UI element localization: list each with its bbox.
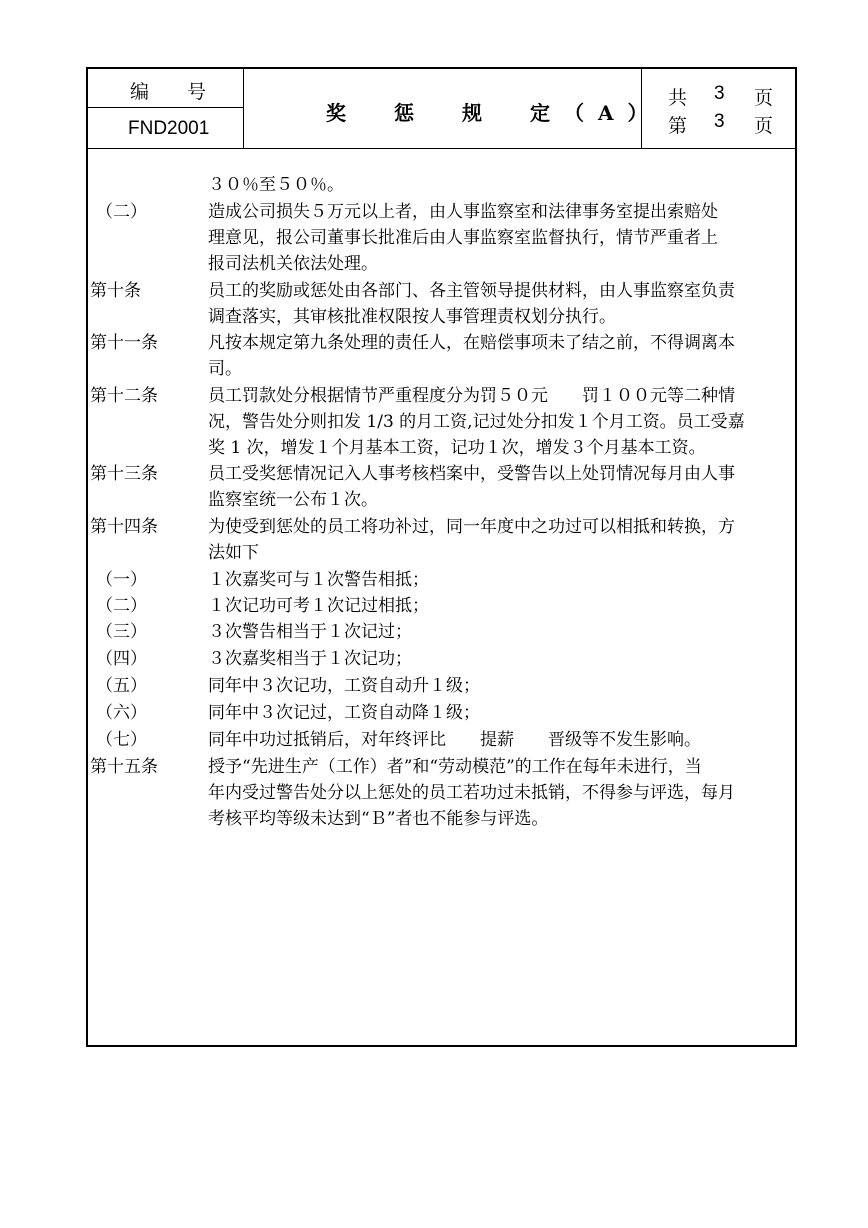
clause-text: １次嘉奖可与１次警告相抵； — [208, 570, 429, 590]
clause-label: 第十二条 — [90, 386, 158, 406]
text-line — [0, 593, 868, 619]
total-pages-unit: 页 — [754, 87, 774, 109]
text-line — [0, 727, 868, 753]
clause-text: 法如下 — [208, 543, 259, 563]
text-line — [0, 383, 868, 409]
text-line — [0, 673, 868, 699]
text-line — [0, 278, 868, 304]
current-page-label: 第 — [668, 115, 688, 137]
current-page-value: 3 — [714, 111, 725, 132]
text-line — [0, 409, 868, 435]
total-pages-row — [668, 83, 788, 113]
clause-text: 同年中功过抵销后，对年终评比 提薪 晋级等不发生影响。 — [208, 730, 701, 750]
text-line — [0, 540, 868, 566]
code-cell-divider — [88, 107, 243, 108]
clause-text: 员工罚款处分根据情节严重程度分为罚５０元 罚１００元等二种情 — [208, 386, 735, 406]
clause-label: （一） — [96, 570, 147, 590]
text-line — [0, 330, 868, 356]
clause-text: ３次嘉奖相当于１次记功； — [208, 649, 412, 669]
text-line — [0, 754, 868, 780]
total-pages-label: 共 — [668, 87, 688, 109]
clause-label: 第十一条 — [90, 333, 158, 353]
text-line — [0, 461, 868, 487]
text-line — [0, 435, 868, 461]
text-line — [0, 619, 868, 645]
clause-label: （二） — [96, 596, 147, 616]
text-line — [0, 646, 868, 672]
text-line — [0, 251, 868, 277]
clause-text: 年内受过警告处分以上惩处的员工若功过未抵销，不得参与评选，每月 — [208, 783, 735, 803]
clause-text: 司。 — [208, 359, 242, 379]
clause-label: 第十五条 — [90, 757, 158, 777]
current-page-unit: 页 — [754, 115, 774, 137]
clause-label: （四） — [96, 649, 147, 669]
clause-text: ３０％至５０％。 — [208, 175, 344, 195]
total-pages-value: 3 — [714, 83, 725, 104]
clause-text: 员工受奖惩情况记入人事考核档案中，受警告以上处罚情况每月由人事 — [208, 464, 735, 484]
clause-text: 员工的奖励或惩处由各部门、各主管领导提供材料，由人事监察室负责 — [208, 281, 735, 301]
clause-label: （二） — [96, 202, 147, 222]
text-line — [0, 356, 868, 382]
text-line — [0, 780, 868, 806]
current-page-row — [668, 111, 788, 141]
clause-text: １次记功可考１次记过相抵； — [208, 596, 429, 616]
code-value: FND2001 — [128, 118, 210, 139]
document-header — [88, 69, 795, 149]
text-line — [0, 225, 868, 251]
text-line — [0, 172, 868, 198]
document-title: 奖 惩 规 定（A） — [326, 101, 662, 125]
clause-label: 第十三条 — [90, 464, 158, 484]
clause-text: 凡按本规定第九条处理的责任人，在赔偿事项未了结之前，不得调离本 — [208, 333, 735, 353]
clause-label: 第十条 — [90, 281, 141, 301]
clause-text: 同年中３次记过，工资自动降１级； — [208, 703, 480, 723]
clause-text: 况，警告处分则扣发 1/3 的月工资,记过处分扣发１个月工资。员工受嘉 — [208, 412, 745, 432]
clause-text: 调查落实，其审核批准权限按人事管理责权划分执行。 — [208, 307, 616, 327]
clause-text: 同年中３次记功，工资自动升１级； — [208, 676, 480, 696]
text-line — [0, 567, 868, 593]
clause-text: 为使受到惩处的员工将功补过，同一年度中之功过可以相抵和转换，方 — [208, 517, 735, 537]
clause-label: （七） — [96, 730, 147, 750]
text-line — [0, 700, 868, 726]
text-line — [0, 514, 868, 540]
text-line — [0, 487, 868, 513]
clause-text: 理意见，报公司董事长批准后由人事监察室监督执行，情节严重者上 — [208, 228, 718, 248]
clause-label: （五） — [96, 676, 147, 696]
header-divider-left — [243, 69, 244, 148]
clause-text: 报司法机关依法处理。 — [208, 254, 378, 274]
clause-text: 授予“先进生产（工作）者”和“劳动模范”的工作在每年未进行，当 — [208, 757, 702, 777]
clause-label: （六） — [96, 703, 147, 723]
text-line — [0, 304, 868, 330]
clause-text: 考核平均等级未达到“Ｂ”者也不能参与评选。 — [208, 809, 549, 829]
clause-text: 监察室统一公布１次。 — [208, 490, 378, 510]
text-line — [0, 199, 868, 225]
clause-label: 第十四条 — [90, 517, 158, 537]
clause-text: 造成公司损失５万元以上者，由人事监察室和法律事务室提出索赔处 — [208, 202, 718, 222]
code-label: 编 号 — [130, 81, 207, 103]
text-line — [0, 806, 868, 832]
clause-text: 奖 1 次，增发１个月基本工资，记功１次，增发３个月基本工资。 — [208, 438, 706, 458]
clause-text: ３次警告相当于１次记过； — [208, 622, 412, 642]
clause-label: （三） — [96, 622, 147, 642]
